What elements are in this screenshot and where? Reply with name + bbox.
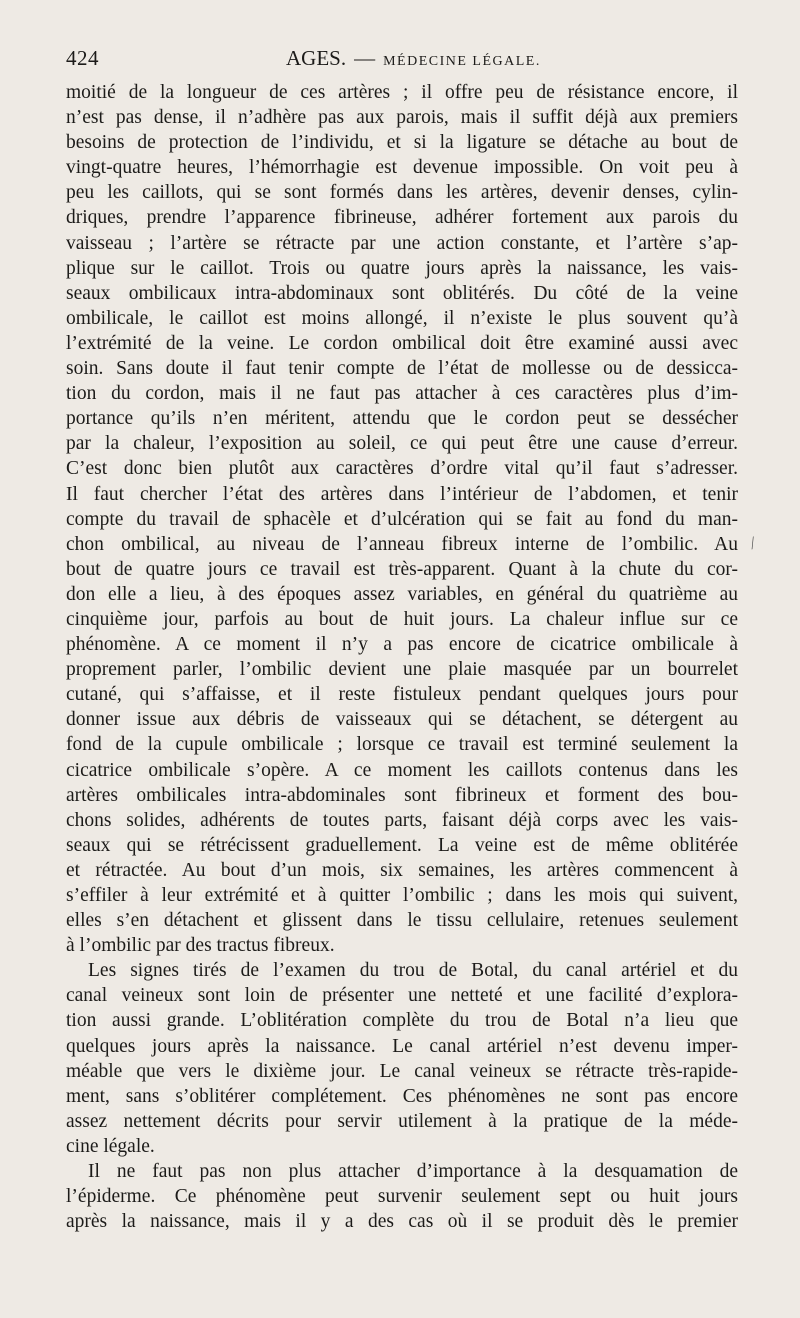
text-line: méable que vers le dixième jour. Le canal veineux se rétracte très-rapide- — [66, 1060, 738, 1082]
text-line: assez nettement décrits pour servir utilement à la pratique de la méde- — [66, 1110, 738, 1132]
page-number: 424 — [66, 46, 99, 70]
text-line: s’effiler à leur extrémité et à quitter l’ombilic ; dans les mois qui suivent, — [66, 885, 738, 906]
text-line: ombilicale, le caillot est moins allongé, il n’existe le plus souvent qu’à — [66, 307, 738, 329]
text-line: cicatrice ombilicale s’opère. A ce moment les caillots contenus dans les — [66, 759, 738, 781]
text-line: après la naissance, mais il y a des cas où il se produit dès le premier — [66, 1211, 738, 1233]
section-title: MÉDECINE LÉGALE. — [383, 54, 541, 69]
text-line: proprement parler, l’ombilic devient une plaie masquée par un bourrelet — [66, 659, 738, 681]
text-line: l’extrémité de la veine. Le cordon ombilical doit être examiné aussi avec — [66, 332, 738, 354]
text-line: bout de quatre jours ce travail est très-apparent. Quant à la chute du cor- — [66, 558, 738, 580]
text-line: cutané, qui s’affaisse, et il reste fistuleux pendant quelques jours pour — [66, 684, 738, 706]
text-line: vaisseau ; l’artère se rétracte par une action constante, et l’artère s’ap- — [66, 232, 738, 254]
text-line: soin. Sans doute il faut tenir compte de l’état de mollesse ou de dessicca- — [66, 358, 738, 380]
text-line: chon ombilical, au niveau de l’anneau fibreux interne de l’ombilic. Au — [66, 533, 738, 555]
text-line: Il faut chercher l’état des artères dans l’intérieur de l’abdomen, et tenir — [66, 483, 738, 505]
text-line: artères ombilicales intra-abdominales sont fibrineux et forment des bou- — [66, 784, 738, 806]
text-line: n’est pas dense, il n’adhère pas aux parois, mais il suffit déjà aux premiers — [66, 107, 738, 129]
text-line: par la chaleur, l’exposition au soleil, ce qui peut être une cause d’erreur. — [66, 433, 738, 455]
running-header — [66, 44, 738, 74]
text-line: Il ne faut pas non plus attacher d’importance à la desquamation de — [88, 1161, 738, 1183]
text-line: et rétractée. Au bout d’un mois, six semaines, les artères commencent à — [66, 859, 738, 881]
text-line: quelques jours après la naissance. Le canal artériel n’est devenu imper- — [66, 1035, 738, 1057]
text-line: Les signes tirés de l’examen du trou de Botal, du canal artériel et du — [88, 960, 738, 982]
text-line: phénomène. A ce moment il n’y a pas encore de cicatrice ombilicale à — [66, 634, 738, 656]
text-line: vingt-quatre heures, l’hémorrhagie est devenue impossible. On voit peu à — [66, 157, 738, 179]
text-line: seaux ombilicaux intra-abdominaux sont oblitérés. Du côté de la veine — [66, 282, 738, 304]
text-line: cinquième jour, parfois au bout de huit jours. La chaleur influe sur ce — [66, 608, 738, 630]
chapter-title: AGES. — [286, 46, 347, 70]
text-line: plique sur le caillot. Trois ou quatre jours après la naissance, les vais- — [66, 257, 738, 279]
body-text — [66, 80, 738, 1234]
text-line: seaux qui se rétrécissent graduellement. La veine est de même oblitérée — [66, 834, 738, 856]
text-line: compte du travail de sphacèle et d’ulcération qui se fait au fond du man- — [66, 508, 738, 530]
text-line: canal veineux sont loin de présenter une netteté et une facilité d’explora- — [66, 985, 738, 1007]
text-line: tion aussi grande. L’oblitération complète du trou de Botal n’a lieu que — [66, 1010, 738, 1032]
text-line: ment, sans s’oblitérer complétement. Ces phénomènes ne sont pas encore — [66, 1085, 738, 1107]
text-line: chons solides, adhérents de toutes parts, faisant déjà corps avec les vais- — [66, 809, 738, 831]
text-line: C’est donc bien plutôt aux caractères d’ordre vital qu’il faut s’adresser. — [66, 458, 738, 480]
text-line: tion du cordon, mais il ne faut pas attacher à ces caractères plus d’im- — [66, 383, 738, 405]
text-line: elles s’en détachent et glissent dans le tissu cellulaire, retenues seulement — [66, 910, 738, 932]
text-line: fond de la cupule ombilicale ; lorsque ce travail est terminé seulement la — [66, 734, 738, 756]
text-line: portance qu’ils n’en méritent, attendu que le cordon peut se dessécher — [66, 408, 738, 430]
text-line: l’épiderme. Ce phénomène peut survenir seulement sept ou huit jours — [66, 1186, 738, 1208]
text-line: driques, prendre l’apparence fibrineuse, adhérer fortement aux parois du — [66, 207, 738, 229]
margin-mark: ⁄ — [747, 535, 759, 552]
text-line: peu les caillots, qui se sont formés dans les artères, devenir denses, cylin- — [66, 182, 738, 204]
text-line: moitié de la longueur de ces artères ; il offre peu de résistance encore, il — [66, 82, 738, 103]
text-line: besoins de protection de l’individu, et si la ligature se détache au bout de — [66, 132, 738, 154]
text-line: cine légale. — [66, 1135, 155, 1157]
title-separator: — — [354, 46, 376, 70]
running-title — [286, 46, 541, 71]
text-line: à l’ombilic par des tractus fibreux. — [66, 935, 335, 957]
text-line: don elle a lieu, à des époques assez variables, en général du quatrième au — [66, 583, 738, 605]
text-line: donner issue aux débris de vaisseaux qui se détachent, se détergent au — [66, 709, 738, 731]
